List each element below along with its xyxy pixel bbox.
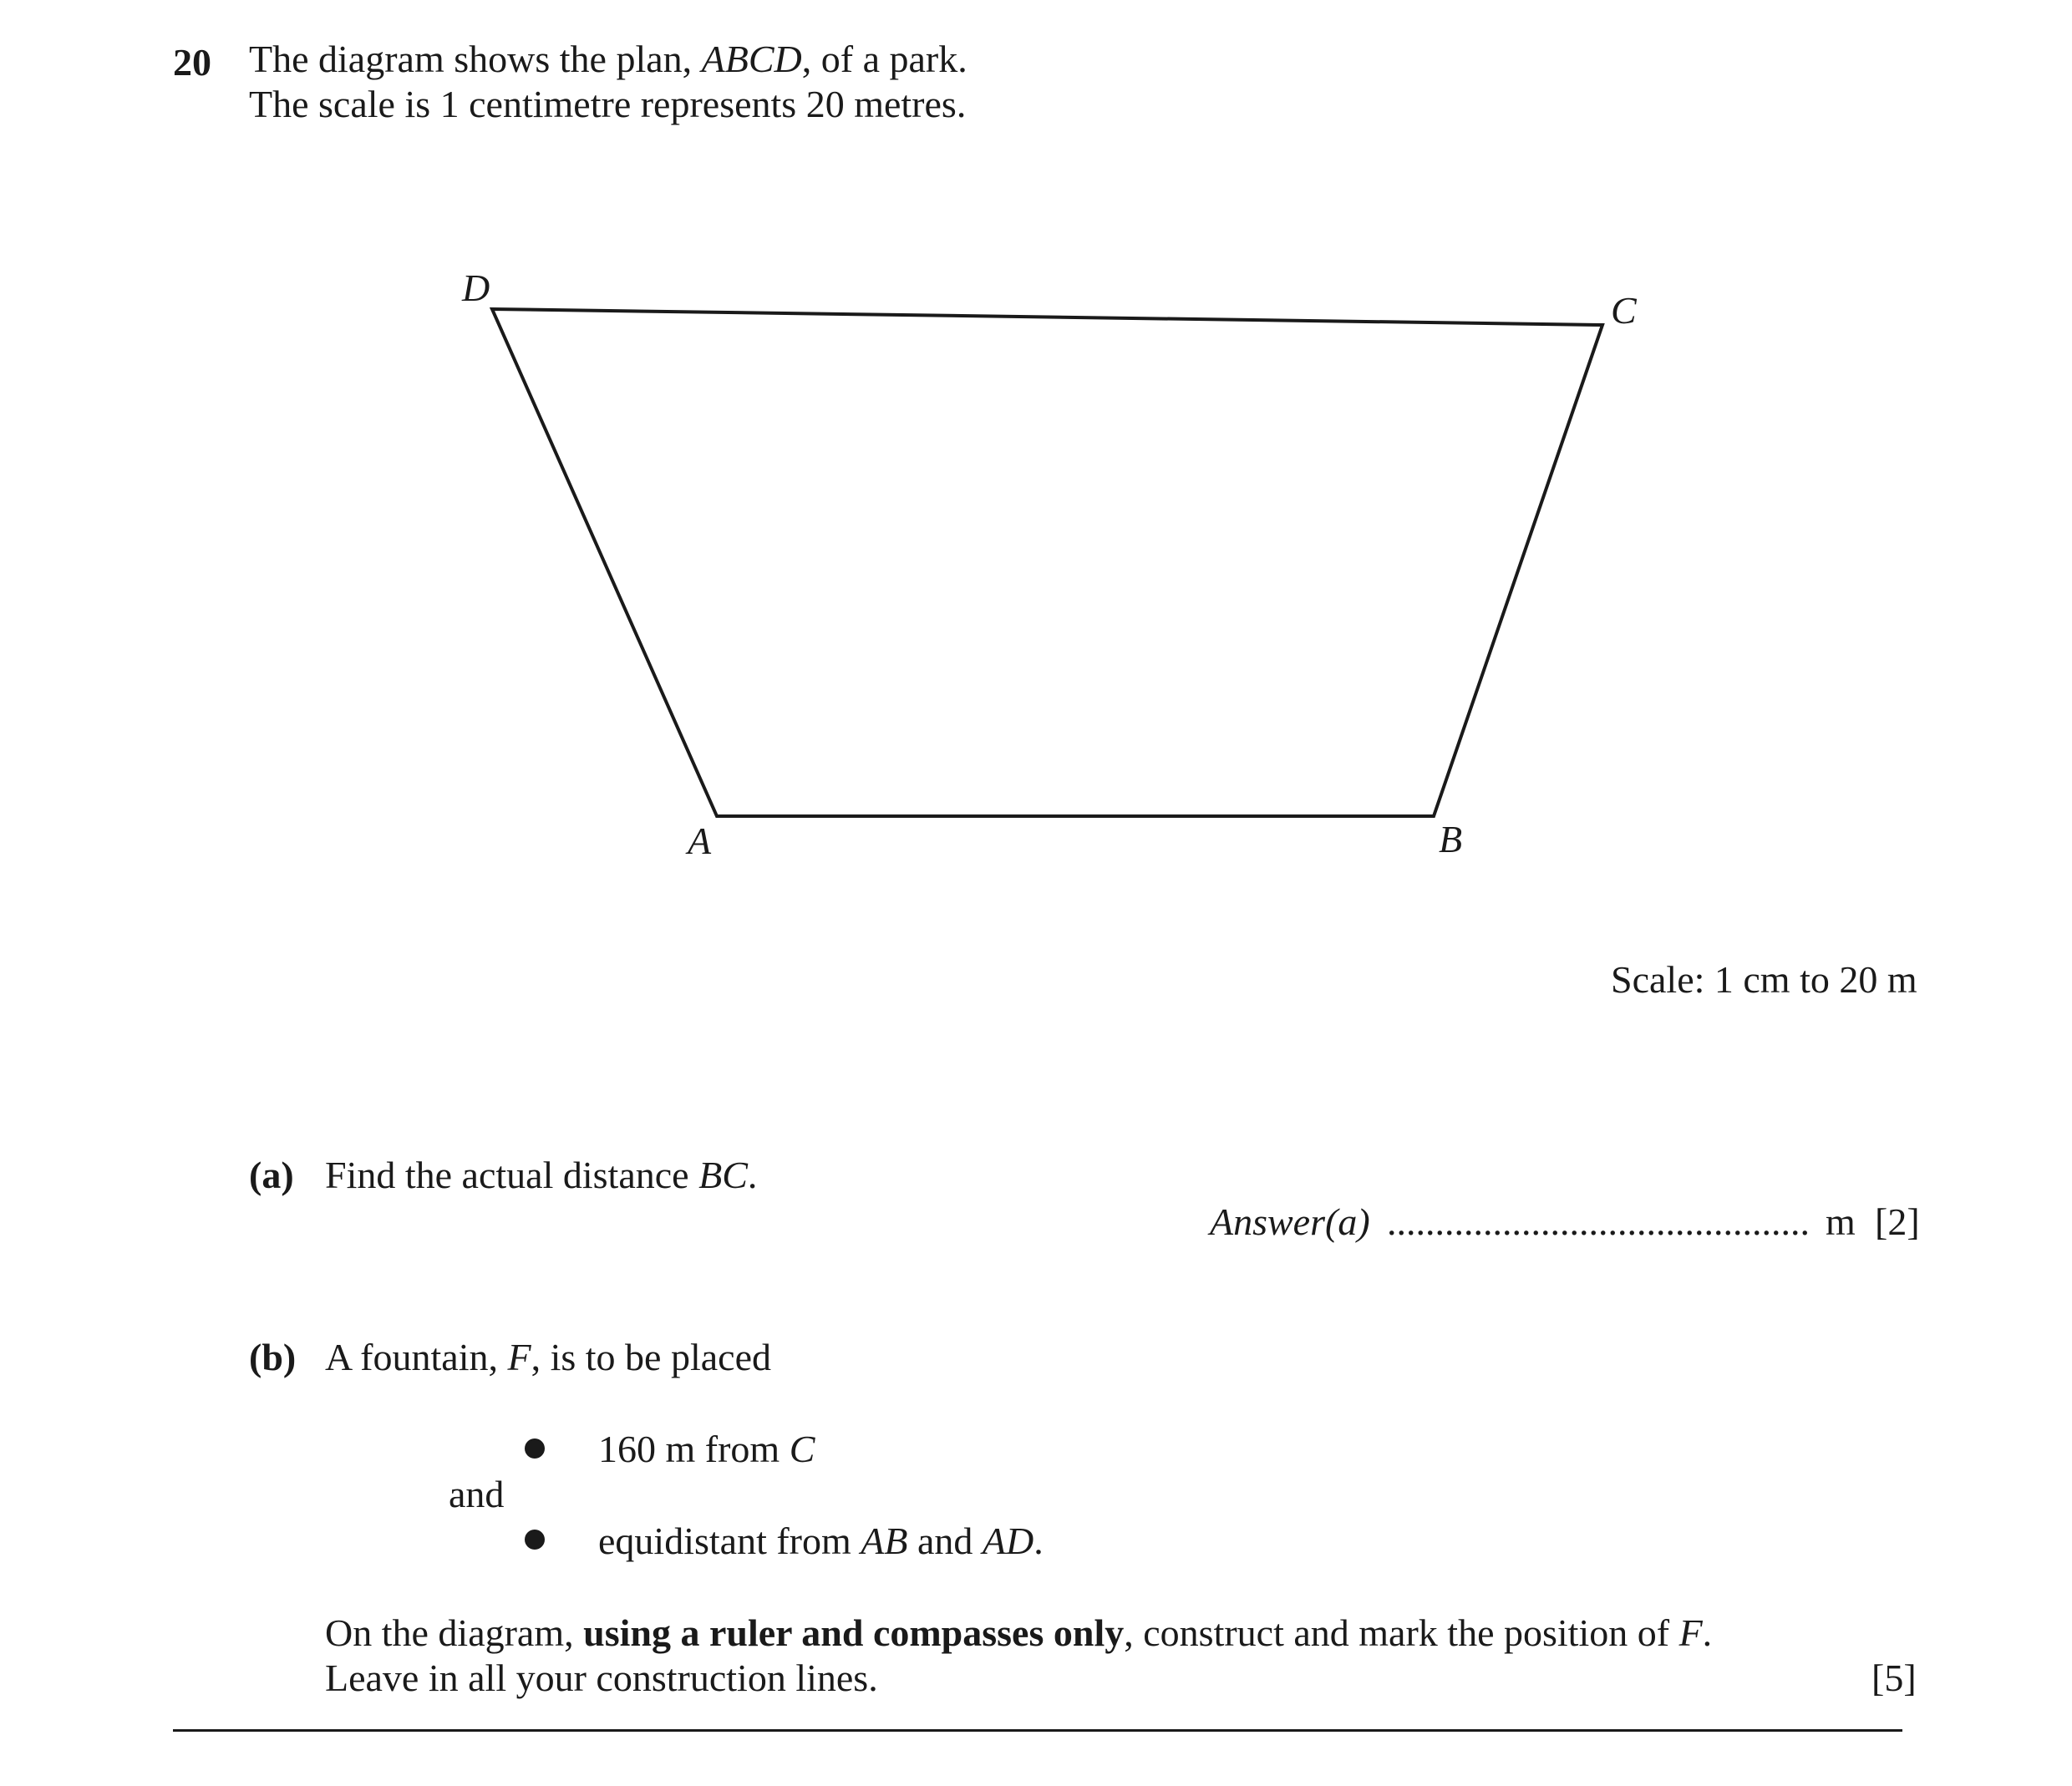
intro-shape-name: ABCD: [701, 38, 802, 80]
part-a-marks: [2]: [1875, 1200, 1920, 1243]
condition-2-and: and: [907, 1520, 983, 1562]
and-connector: and: [449, 1473, 505, 1515]
part-a-label: (a): [249, 1154, 294, 1196]
answer-a-label: Answer(a): [1210, 1200, 1370, 1243]
instruction-line-1: [325, 1611, 1713, 1654]
answer-a-unit: m: [1826, 1200, 1856, 1243]
instruction-fountain: F: [1678, 1611, 1703, 1654]
part-a-question: [325, 1156, 757, 1195]
part-b-text-end: , is to be placed: [531, 1336, 772, 1378]
vertex-label-a: A: [688, 819, 712, 862]
instruction-emphasis: using a ruler and compasses only: [583, 1611, 1125, 1654]
part-a-segment: BC: [698, 1154, 748, 1196]
condition-1-point: C: [789, 1428, 815, 1470]
intro-text: The diagram shows the plan,: [249, 38, 702, 80]
bullet-icon: [525, 1530, 545, 1550]
question-number: 20: [173, 41, 211, 84]
part-b-fountain: F: [507, 1336, 531, 1378]
part-a-text: Find the actual distance: [325, 1154, 699, 1196]
instruction-text-mid: , construct and mark the position of: [1124, 1611, 1679, 1654]
condition-2-line-ad: AD: [982, 1520, 1034, 1562]
condition-1-text: 160 m from: [598, 1428, 790, 1470]
condition-2: [598, 1522, 1044, 1560]
answer-a-line[interactable]: ............................................: [1387, 1200, 1810, 1243]
part-b-label: (b): [249, 1336, 297, 1378]
vertex-label-b: B: [1439, 818, 1463, 860]
intro-text-end: , of a park.: [801, 38, 967, 80]
scale-label: Scale: 1 cm to 20 m: [1611, 958, 1917, 1001]
instruction-text: On the diagram,: [325, 1611, 584, 1654]
instruction-text-end: .: [1702, 1611, 1713, 1654]
park-outline-abcd: [492, 309, 1602, 816]
vertex-label-c: C: [1611, 289, 1637, 332]
part-b-question: [325, 1338, 771, 1377]
part-b-marks: [5]: [1871, 1657, 1917, 1699]
part-b-text: A fountain,: [325, 1336, 508, 1378]
question-intro-line2: The scale is 1 centimetre represents 20 metres.: [249, 83, 967, 125]
condition-2-text: equidistant from: [598, 1520, 861, 1562]
bottom-rule: [173, 1729, 1902, 1732]
condition-2-line-ab: AB: [861, 1520, 908, 1562]
condition-1: [598, 1430, 815, 1469]
instruction-line-2: Leave in all your construction lines.: [325, 1657, 878, 1699]
vertex-label-d: D: [462, 266, 490, 309]
part-a-text-end: .: [747, 1154, 758, 1196]
condition-2-end: .: [1033, 1520, 1044, 1562]
bullet-icon: [525, 1438, 545, 1459]
